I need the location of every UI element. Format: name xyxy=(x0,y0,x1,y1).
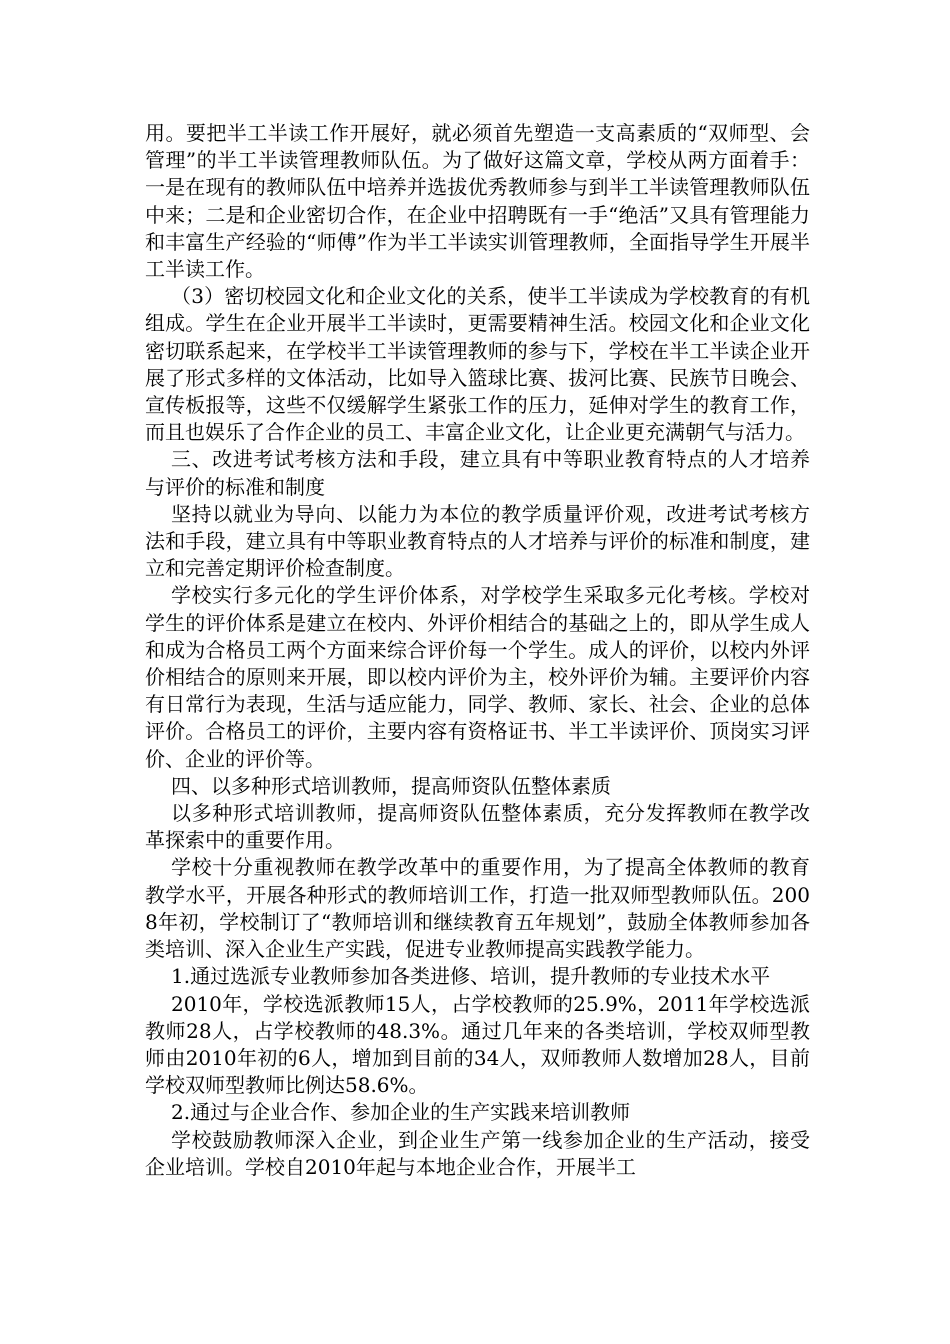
body-paragraph: 学校鼓励教师深入企业，到企业生产第一线参加企业的生产活动，接受企业培训。学校自2010年起与本地企业合作，开展半工 xyxy=(145,1127,810,1179)
section-heading: 四、以多种形式培训教师，提高师资队伍整体素质 xyxy=(171,773,611,798)
body-paragraph: 用。要把半工半读工作开展好，就必须首先塑造一支高素质的“双师型、会管理”的半工半读管理教师队伍。为了做好这篇文章，学校从两方面着手：一是在现有的教师队伍中培养并选拔优秀教师参与到半工半读管理教师队伍中来；二是和企业密切合作，在企业中招聘既有一手“绝活”又具有管理能力和丰富生产经验的“师傅”作为半工半读实训管理教师，全面指导学生开展半工半读工作。 xyxy=(145,121,810,282)
body-paragraph: （3）密切校园文化和企业文化的关系，使半工半读成为学校教育的有机组成。学生在企业开展半工半读时，更需要精神生活。校园文化和企业文化密切联系起来，在学校半工半读管理教师的参与下，学校在半工半读企业开展了形式多样的文体活动，比如导入篮球比赛、拔河比赛、民族节日晚会、宣传板报等，这些不仅缓解学生紧张工作的压力，延伸对学生的教育工作，而且也娱乐了合作企业的员工、丰富企业文化，让企业更充满朝气与活力。 xyxy=(145,284,810,445)
body-paragraph: 2010年，学校选派教师15人，占学校教师的25.9%，2011年学校选派教师28人，占学校教师的48.3%。通过几年来的各类培训，学校双师型教师由2010年初的6人，增加到目前的34人，双师教师人数增加28人，目前学校双师型教师比例达58.6%。 xyxy=(145,991,810,1098)
subsection-heading: 1.通过选派专业教师参加各类进修、培训，提升教师的专业技术水平 xyxy=(171,964,771,989)
body-paragraph: 学校十分重视教师在教学改革中的重要作用，为了提高全体教师的教育教学水平，开展各种形式的教师培训工作，打造一批双师型教师队伍。2008年初，学校制订了“教师培训和继续教育五年规划”，鼓励全体教师参加各类培训、深入企业生产实践，促进专业教师提高实践教学能力。 xyxy=(145,855,810,962)
subsection-heading: 2.通过与企业合作、参加企业的生产实践来培训教师 xyxy=(171,1100,631,1125)
section-heading: 三、改进考试考核方法和手段，建立具有中等职业教育特点的人才培养与评价的标准和制度 xyxy=(145,447,810,499)
body-paragraph: 坚持以就业为导向、以能力为本位的教学质量评价观，改进考试考核方法和手段，建立具有中等职业教育特点的人才培养与评价的标准和制度，建立和完善定期评价检查制度。 xyxy=(145,501,810,581)
body-paragraph: 以多种形式培训教师，提高师资队伍整体素质，充分发挥教师在教学改革探索中的重要作用。 xyxy=(145,801,810,853)
body-paragraph: 学校实行多元化的学生评价体系，对学校学生采取多元化考核。学校对学生的评价体系是建立在校内、外评价相结合的基础之上的，即从学生成人和成为合格员工两个方面来综合评价每一个学生。成人的评价，以校内外评价相结合的原则来开展，即以校内评价为主，校外评价为辅。主要评价内容有日常行为表现，生活与适应能力，同学、教师、家长、社会、企业的总体评价。合格员工的评价，主要内容有资格证书、半工半读评价、顶岗实习评价、企业的评价等。 xyxy=(145,583,810,771)
